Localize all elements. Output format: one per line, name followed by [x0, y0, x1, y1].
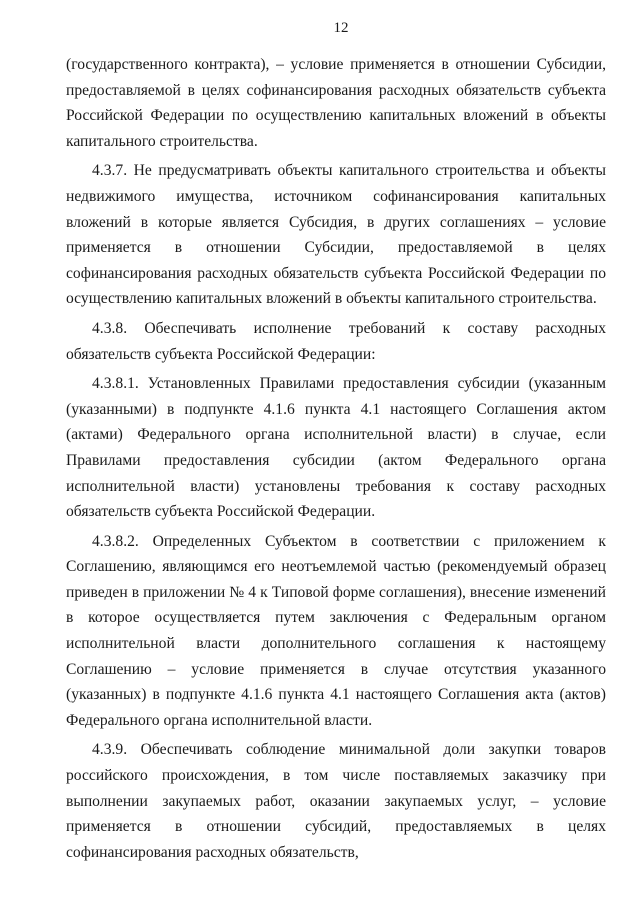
page-number: 12	[333, 20, 349, 36]
paragraph-4-3-8: 4.3.8. Обеспечивать исполнение требований к составу расходных обязательств субъекта Российской Федерации:	[66, 319, 606, 363]
paragraph-continuation: (государственного контракта), – условие применяется в отношении Субсидии, предоставляемой в целях софинансирования расходных обязательств субъекта Российской Федерации по осуществлению капитальных вложений в объекты капитального строительства.	[66, 56, 606, 150]
paragraph-4-3-9: 4.3.9. Обеспечивать соблюдение минимальной доли закупки товаров российского происхождения, в том числе поставляемых заказчику при выполнении закупаемых работ, оказании закупаемых услуг, – условие применяется в отношении субсидий, предоставляемых в целях софинансирования расходных обязательств,	[66, 741, 606, 861]
paragraph-4-3-8-2: 4.3.8.2. Определенных Субъектом в соответствии с приложением к Соглашению, являющимся его неотъемлемой частью (рекомендуемый образец приведен в приложении № 4 к Типовой форме соглашения), внесение изменений в которое осуществляется путем заключения с Федеральным органом исполнительной власти дополнительного соглашения к настоящему Соглашению – условие применяется в случае отсутствия указанного (указанных) в подпункте 4.1.6 пункта 4.1 настоящего Соглашения акта (актов) Федерального органа исполнительной власти.	[66, 532, 606, 729]
paragraph-4-3-8-1: 4.3.8.1. Установленных Правилами предоставления субсидии (указанным (указанными) в подпункте 4.1.6 пункта 4.1 настоящего Соглашения актом (актами) Федерального органа исполнительной власти) в случае, если Правилами предоставления субсидии (актом Федерального органа исполнительной власти) установлены требования к составу расходных обязательств субъекта Российской Федерации.	[66, 375, 606, 521]
paragraph-4-3-7: 4.3.7. Не предусматривать объекты капитального строительства и объекты недвижимого имущества, источником софинансирования капитальных вложений в которые является Субсидия, в других соглашениях – условие применяется в отношении Субсидии, предоставляемой в целях софинансирования расходных обязательств субъекта Российской Федерации по осуществлению капитальных вложений в объекты капитального строительства.	[66, 162, 606, 308]
